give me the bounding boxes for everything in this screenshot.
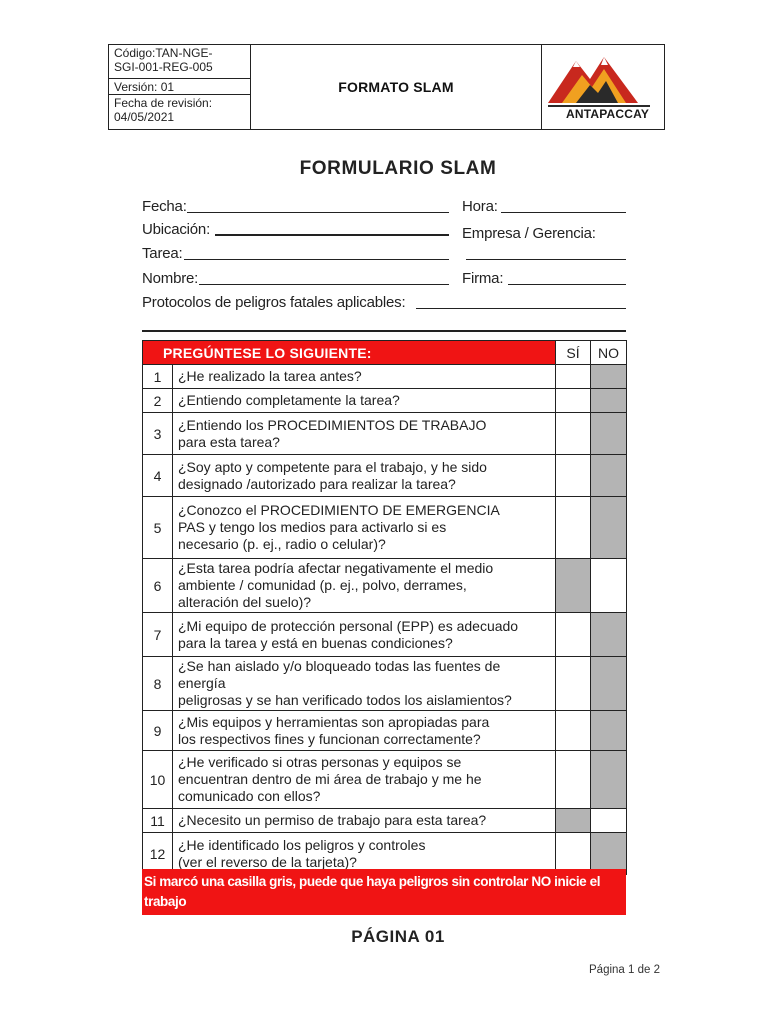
warning-line: y consulte a su Supervisor del trabajo ¡Enumere todos los peligros y controles! (144, 914, 623, 929)
checklist-body (143, 365, 627, 875)
document-meta (109, 45, 251, 129)
fecha-field[interactable] (187, 212, 449, 213)
si-checkbox[interactable] (556, 613, 591, 657)
si-checkbox[interactable] (556, 559, 591, 613)
meta-revision-date (109, 95, 250, 129)
format-title: FORMATO SLAM (251, 45, 542, 129)
question-cell (173, 455, 556, 497)
protocolos-label: Protocolos de peligros fatales aplicables: (142, 294, 406, 311)
question-line: ¿Esta tarea podría afectar negativamente el medio (178, 560, 494, 576)
question-line: encuentran dentro de mi área de trabajo y me he (178, 771, 482, 787)
no-checkbox[interactable] (591, 455, 627, 497)
ubicacion-label: Ubicación: (142, 221, 211, 238)
checklist-header: PREGÚNTESE LO SIGUIENTE: (143, 341, 556, 365)
checklist-row (143, 413, 627, 455)
no-checkbox[interactable] (591, 559, 627, 613)
no-checkbox[interactable] (591, 389, 627, 413)
ubicacion-field[interactable] (215, 234, 449, 236)
question-line: ¿He verificado si otras personas y equipos se (178, 754, 462, 770)
row-number: 1 (143, 365, 173, 389)
meta-revision-value: 04/05/2021 (114, 110, 175, 124)
question-line: peligrosas y se han verificado todos los aislamientos? (178, 692, 512, 708)
checklist-row (143, 365, 627, 389)
hora-label: Hora: (462, 198, 498, 215)
checklist-row (143, 613, 627, 657)
section-divider (142, 330, 626, 332)
checklist-row (143, 809, 627, 833)
question-line: ¿He identificado los peligros y controles (178, 836, 426, 853)
empresa-field[interactable] (466, 259, 626, 260)
nombre-field[interactable] (199, 284, 449, 285)
row-number: 4 (143, 455, 173, 497)
document-header (108, 44, 665, 130)
checklist-row (143, 497, 627, 559)
row-number: 9 (143, 711, 173, 751)
question-cell (173, 497, 556, 559)
row-number: 8 (143, 657, 173, 711)
firma-field[interactable] (508, 284, 626, 285)
checklist-table (142, 340, 627, 875)
si-checkbox[interactable] (556, 751, 591, 809)
question-line: ambiente / comunidad (p. ej., polvo, derrames, (178, 577, 467, 593)
question-cell (173, 711, 556, 751)
si-checkbox[interactable] (556, 389, 591, 413)
question-line: para esta tarea? (178, 433, 280, 450)
question-cell (173, 559, 556, 613)
question-line: ¿Mis equipos y herramientas son apropiadas para (178, 713, 490, 730)
si-checkbox[interactable] (556, 809, 591, 833)
tarea-label: Tarea: (142, 245, 183, 262)
question-line: comunicado con ellos? (178, 788, 321, 804)
logo-wordmark: ANTAPACCAY (566, 107, 650, 121)
no-column-header: NO (591, 341, 627, 365)
page-footer: Página 1 de 2 (589, 964, 660, 976)
hora-field[interactable] (501, 212, 626, 213)
checklist-row (143, 657, 627, 711)
meta-code-line2: SGI-001-REG-005 (114, 60, 213, 74)
question-cell (173, 751, 556, 809)
tarea-field[interactable] (184, 259, 449, 260)
question-line: ¿He realizado la tarea antes? (178, 368, 362, 384)
row-number: 11 (143, 809, 173, 833)
warning-banner (142, 869, 626, 929)
question-line: ¿Entiendo los PROCEDIMIENTOS DE TRABAJO (178, 416, 487, 433)
no-checkbox[interactable] (591, 809, 627, 833)
question-cell (173, 613, 556, 657)
warning-line: Si marcó una casilla gris, puede que haya peligros sin controlar NO inicie el trabajo (144, 874, 601, 909)
no-checkbox[interactable] (591, 497, 627, 559)
question-cell (173, 809, 556, 833)
question-line: para la tarea y está en buenas condiciones? (178, 634, 453, 651)
fecha-label: Fecha: (142, 198, 187, 215)
meta-version: Versión: 01 (109, 79, 250, 95)
no-checkbox[interactable] (591, 365, 627, 389)
no-checkbox[interactable] (591, 613, 627, 657)
question-line: alteración del suelo)? (178, 594, 312, 610)
question-line: PAS y tengo los medios para activarlo si es (178, 519, 447, 535)
question-line: ¿Necesito un permiso de trabajo para esta tarea? (178, 812, 487, 828)
checklist-row (143, 389, 627, 413)
checklist-row (143, 751, 627, 809)
question-line: necesario (p. ej., radio o celular)? (178, 536, 386, 552)
mountain-logo-icon (546, 53, 656, 109)
si-column-header: SÍ (556, 341, 591, 365)
si-checkbox[interactable] (556, 711, 591, 751)
row-number: 12 (143, 833, 173, 875)
question-line: (ver el reverso de la tarjeta)? (178, 853, 357, 870)
question-line: los respectivos fines y funcionan correctamente? (178, 730, 481, 747)
row-number: 5 (143, 497, 173, 559)
form-title: FORMULARIO SLAM (299, 158, 497, 179)
si-checkbox[interactable] (556, 455, 591, 497)
row-number: 10 (143, 751, 173, 809)
question-line: ¿Soy apto y competente para el trabajo, y he sido (178, 458, 487, 475)
question-line: ¿Conozco el PROCEDIMIENTO DE EMERGENCIA (178, 502, 500, 518)
no-checkbox[interactable] (591, 413, 627, 455)
nombre-label: Nombre: (142, 270, 199, 287)
question-line: ¿Mi equipo de protección personal (EPP) es adecuado (178, 617, 519, 634)
company-logo (542, 45, 664, 129)
si-checkbox[interactable] (556, 413, 591, 455)
row-number: 7 (143, 613, 173, 657)
question-cell (173, 365, 556, 389)
question-cell (173, 389, 556, 413)
question-line: ¿Se han aislado y/o bloqueado todas las fuentes de energía (178, 658, 501, 691)
question-line: designado /autorizado para realizar la tarea? (178, 475, 456, 492)
protocolos-field[interactable] (416, 308, 626, 309)
meta-code-line1: Código:TAN-NGE- (114, 46, 213, 60)
checklist-row (143, 711, 627, 751)
empresa-label: Empresa / Gerencia: (462, 225, 596, 242)
no-checkbox[interactable] (591, 751, 627, 809)
meta-revision-label: Fecha de revisión: (114, 96, 213, 110)
no-checkbox[interactable] (591, 711, 627, 751)
row-number: 2 (143, 389, 173, 413)
si-checkbox[interactable] (556, 365, 591, 389)
firma-label: Firma: (462, 270, 504, 287)
checklist-header-row (143, 341, 627, 365)
meta-code (109, 45, 250, 79)
question-line: ¿Entiendo completamente la tarea? (178, 392, 400, 408)
question-cell (173, 413, 556, 455)
si-checkbox[interactable] (556, 497, 591, 559)
checklist-row (143, 455, 627, 497)
page-label: PÁGINA 01 (351, 927, 445, 946)
no-checkbox[interactable] (591, 657, 627, 711)
question-cell (173, 657, 556, 711)
checklist-row (143, 559, 627, 613)
row-number: 6 (143, 559, 173, 613)
si-checkbox[interactable] (556, 657, 591, 711)
row-number: 3 (143, 413, 173, 455)
